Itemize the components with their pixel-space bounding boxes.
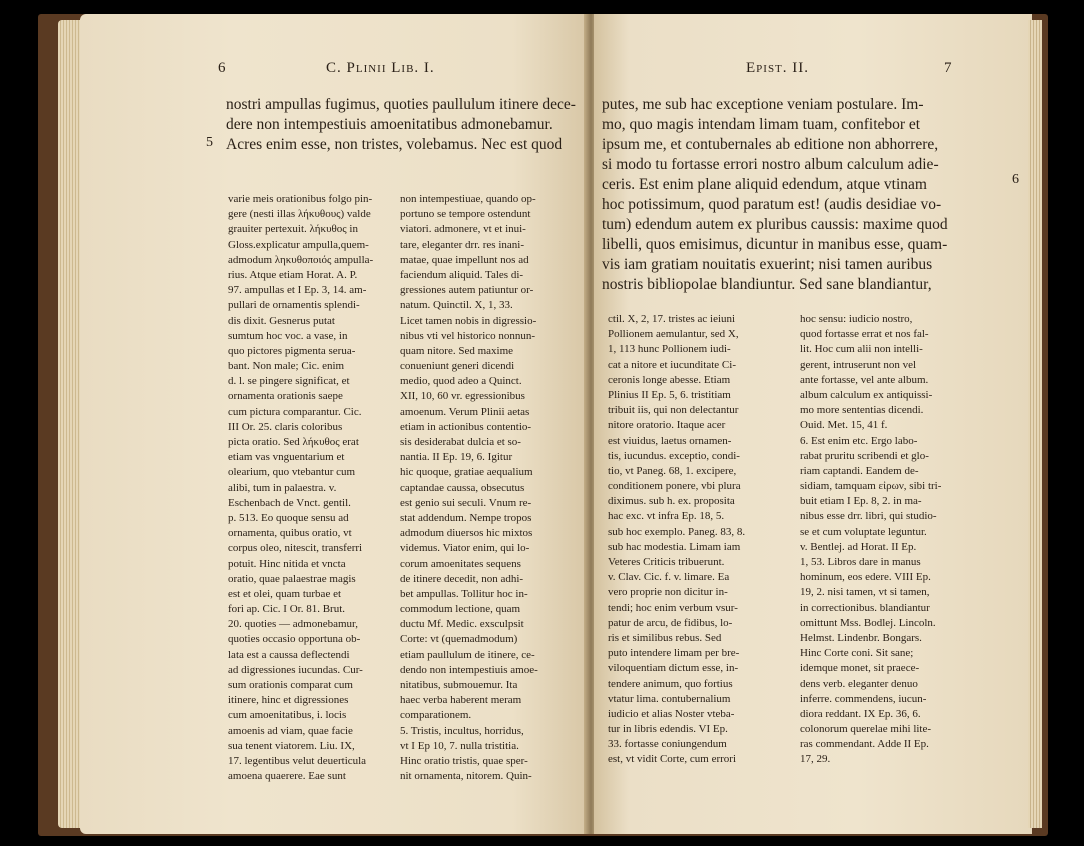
note-line: sidiam, tamquam εἰρων, sibi tri- — [800, 480, 942, 493]
left-page-number: 6 — [218, 60, 227, 76]
note-line: amoenum. Verum Plinii aetas — [400, 405, 530, 418]
note-line: sumtum hoc voc. a vase, in — [228, 329, 348, 342]
note-line: tare, eleganter drr. res inani- — [400, 238, 524, 251]
note-line: sua tenent viatorem. Liu. IX, — [228, 739, 355, 752]
note-line: bant. Non male; Cic. enim — [228, 360, 345, 373]
note-line: 1, 113 hunc Pollionem iudi- — [608, 343, 731, 356]
note-line: etiam in actionibus contentio- — [400, 420, 532, 433]
main-text-line: ipsum me, et contubernales ab editione non abhorrere, — [602, 136, 939, 153]
note-line: faciendum aliquid. Tales di- — [400, 268, 524, 281]
note-line: nitatibus, submouemur. Ita — [400, 679, 518, 691]
left-notes-column-2 — [400, 192, 538, 784]
note-line: captandae caussa, obsecutus — [400, 481, 525, 494]
note-line: Corte: vt (quemadmodum) — [400, 633, 518, 646]
note-line: lit. Hoc cum alii non intelli- — [800, 343, 923, 356]
note-line: ceronis longe abesse. Etiam — [608, 373, 731, 386]
note-line: ductu Mf. Medic. exsculpsit — [400, 618, 524, 631]
note-line: itinere, hinc et digressiones — [228, 694, 349, 707]
note-line: 5. Tristis, incultus, horridus, — [400, 724, 524, 737]
note-line: iudicio et alias Noster vteba- — [608, 707, 735, 720]
right-page — [594, 14, 1032, 834]
right-main-text — [602, 95, 948, 295]
note-line: etiam paullulum de itinere, ce- — [400, 648, 535, 661]
note-line: quod fortasse errat et nos fal- — [800, 328, 929, 341]
note-line: sis desiderabat dulcia et so- — [400, 436, 521, 448]
note-line: comparationem. — [400, 709, 472, 722]
note-line: diora reddant. IX Ep. 36, 6. — [800, 707, 921, 720]
note-line: picta oratio. Sed λήκυθος erat — [228, 436, 359, 448]
note-line: tur in libris edendis. VI Ep. — [608, 723, 728, 736]
note-line: 20. quoties — admonebamur, — [228, 618, 359, 631]
note-line: cum amoenitatibus, i. locis — [228, 709, 347, 722]
note-line: quam nitore. Sed maxime — [400, 344, 514, 357]
note-line: mo more sententias dicendi. — [800, 404, 924, 417]
note-line: conueniunt generi dicendi — [400, 360, 515, 373]
note-line: v. Bentlej. ad Horat. II Ep. — [800, 540, 917, 553]
note-line: vtatur lima. contubernalium — [608, 692, 731, 705]
note-line: tribuit iis, qui non delectantur — [608, 404, 739, 417]
note-line: haec verba haberent meram — [400, 694, 522, 707]
note-line: olearium, quo vtebantur cum — [228, 466, 356, 479]
note-line: ctil. X, 2, 17. tristes ac ieiuni — [608, 313, 736, 325]
note-line: riam captandi. Eandem de- — [800, 464, 919, 477]
note-line: cum pictura comparantur. Cic. — [228, 405, 362, 418]
note-line: admodum ληκυθοποιός ampulla- — [228, 253, 374, 266]
note-line: dendo non intempestiuis amoe- — [400, 663, 538, 676]
note-line: viatori. admonere, vt et inui- — [400, 223, 526, 236]
note-line: vt I Ep 10, 7. nulla tristitia. — [400, 739, 519, 752]
note-line: videmus. Viator enim, qui lo- — [400, 542, 530, 555]
note-line: dis dixit. Gesnerus putat — [228, 314, 335, 327]
note-line: gere (nesti illas λήκυθους) valde — [228, 208, 371, 221]
note-line: ad digressiones iucundas. Cur- — [228, 663, 363, 676]
right-running-head: Epist. II. — [746, 60, 810, 76]
note-line: 19, 2. nisi tamen, vt si tamen, — [800, 586, 930, 599]
note-line: Hinc oratio tristis, quae sper- — [400, 754, 528, 767]
note-line: dens verb. eleganter denuo — [800, 677, 918, 690]
note-line: nantia. II Ep. 19, 6. Igitur — [400, 451, 513, 464]
note-line: amoena quaerere. Eae sunt — [228, 770, 346, 783]
note-line: natum. Quinctil. X, 1, 33. — [400, 299, 513, 312]
note-line: matae, quae impellunt nos ad — [400, 253, 529, 266]
note-line: conditionem ponere, vbi plura — [608, 480, 741, 493]
note-line: nit ornamenta, nitorem. Quin- — [400, 770, 532, 783]
note-line: rius. Atque etiam Horat. A. P. — [228, 268, 358, 281]
right-notes-column-1 — [608, 312, 745, 768]
note-line: corpus oleo, nitescit, transferri — [228, 542, 363, 555]
note-line: varie meis orationibus folgo pin- — [228, 193, 373, 205]
note-line: gerent, intruserunt non vel — [800, 358, 917, 371]
note-line: 33. fortasse coniungendum — [608, 738, 727, 751]
note-line: p. 513. Eo quoque sensu ad — [228, 511, 349, 524]
note-line: III Or. 25. claris coloribus — [228, 420, 343, 433]
note-line: hic quoque, gratiae aequalium — [400, 466, 533, 479]
note-line: puto intendere limam per bre- — [608, 647, 740, 660]
note-line: sub hoc exemplo. Paneg. 83, 8. — [608, 525, 746, 538]
note-line: etiam vas vnguentarium et — [228, 451, 345, 464]
main-text-line: tum) edendum autem ex pluribus caussis: maxime quod — [602, 216, 948, 233]
note-line: nibus esse drr. libri, qui studio- — [800, 510, 937, 523]
main-text-line: nostri ampullas fugimus, quoties paullulum itinere dece- — [226, 96, 576, 113]
note-line: idemque monet, sit praece- — [800, 662, 920, 675]
main-text-line: putes, me sub hac exceptione veniam postulare. Im- — [602, 96, 924, 113]
note-line: omittunt Mss. Bodlej. Lincoln. — [800, 616, 936, 629]
note-line: de itinere decedit, non adhi- — [400, 572, 524, 585]
left-running-head: C. Plinii Lib. I. — [326, 60, 435, 76]
note-line: viloquentiam dictum esse, in- — [608, 662, 739, 675]
note-line: nitore oratorio. Itaque acer — [608, 419, 726, 432]
note-line: ris et similibus rebus. Sed — [608, 631, 722, 644]
note-line: portuno se tempore ostendunt — [400, 208, 531, 221]
note-line: 1, 53. Libros dare in manus — [800, 556, 921, 568]
note-line: cat a nitore et iucunditate Ci- — [608, 358, 736, 371]
note-line: 17, 29. — [800, 753, 831, 766]
note-line: Eschenbach de Vnct. gentil. — [228, 496, 351, 509]
main-text-line: Acres enim esse, non tristes, volebamus. Nec est quod — [226, 136, 563, 153]
note-line: in correctionibus. blandiantur — [800, 601, 930, 614]
note-line: Pollionem aemulantur, sed X, — [608, 328, 739, 341]
note-line: tendi; hoc enim verbum vsur- — [608, 601, 738, 614]
left-notes-column-1 — [228, 192, 373, 784]
note-line: ras commendant. Adde II Ep. — [800, 738, 929, 751]
open-book — [38, 14, 1048, 836]
note-line: quo pictores pigmenta serua- — [228, 344, 356, 357]
note-line: Plinius II Ep. 5, 6. tristitiam — [608, 388, 731, 401]
left-margin-line-number: 5 — [206, 135, 213, 150]
main-text-line: hoc potissimum, quod paratum est! (audis desidiae vo- — [602, 196, 942, 213]
note-line: Veteres Criticis tribuerunt. — [608, 556, 725, 568]
note-line: tio, vt Paneg. 68, 1. excipere, — [608, 464, 737, 477]
note-line: Hinc Corte coni. Sit sane; — [800, 647, 914, 660]
main-text-line: ceris. Est enim plane aliquid edendum, atque vtinam — [602, 176, 927, 193]
main-text-line: dere non intempestiuis amoenitatibus admonebamur. — [226, 116, 553, 133]
note-line: 6. Est enim etc. Ergo labo- — [800, 434, 918, 447]
note-line: 17. legentibus velut deuerticula — [228, 754, 367, 767]
note-line: est viuidus, laetus ornamen- — [608, 434, 732, 447]
note-line: se et cum voluptate leguntur. — [800, 525, 927, 538]
right-notes-column-2 — [800, 312, 941, 768]
note-line: sub hac modestia. Limam iam — [608, 540, 741, 553]
note-line: Gloss.explicatur ampulla,quem- — [228, 238, 369, 251]
right-page-number: 7 — [944, 60, 953, 76]
note-line: album calculum ex antiquissi- — [800, 388, 933, 401]
note-line: bet ampullas. Tollitur hoc in- — [400, 587, 528, 600]
note-line: colonorum querelae mihi lite- — [800, 723, 932, 736]
note-line: hac exc. vt infra Ep. 18, 5. — [608, 510, 725, 523]
right-margin-line-number: 6 — [1012, 172, 1019, 187]
note-line: 97. ampullas et I Ep. 3, 14. am- — [228, 284, 367, 297]
note-line: ante fortasse, vel ante album. — [800, 373, 929, 386]
note-line: v. Clav. Cic. f. v. limare. Ea — [608, 571, 730, 584]
note-line: tendere animum, quo fortius — [608, 677, 733, 690]
note-line: hoc sensu: iudicio nostro, — [800, 313, 913, 325]
note-line: quoties occasio opportuna ob- — [228, 633, 361, 646]
main-text-line: nostris bibliopolae blandiuntur. Sed sane blandiantur, — [602, 276, 932, 293]
note-line: fori ap. Cic. I Or. 81. Brut. — [228, 603, 346, 616]
note-line: patur de arcu, de fidibus, lo- — [608, 616, 733, 629]
note-line: oratio, quae palaestrae magis — [228, 572, 356, 585]
note-line: diximus. sub h. ex. proposita — [608, 495, 735, 508]
note-line: admodum diuersos hic mixtos — [400, 527, 533, 540]
note-line: est genio sui seculi. Vnum re- — [400, 496, 532, 509]
main-text-line: vis iam gratiam nouitatis exuerint; nisi tamen auribus — [602, 256, 933, 273]
note-line: gressiones autem patiuntur or- — [400, 284, 534, 297]
note-line: Licet tamen nobis in digressio- — [400, 314, 537, 327]
note-line: stat addendum. Nempe tropos — [400, 511, 532, 524]
note-line: hominum, eos edere. VIII Ep. — [800, 571, 931, 584]
left-page — [80, 14, 588, 834]
note-line: ornamenta, quibus oratio, vt — [228, 527, 352, 540]
note-line: nibus vti vel historico nonnun- — [400, 329, 536, 342]
note-line: potuit. Hinc nitida et vncta — [228, 557, 346, 570]
note-line: alibi, tum in palaestra. v. — [228, 481, 337, 494]
note-line: non intempestiuae, quando op- — [400, 193, 536, 205]
note-line: vero proprie non dicitur in- — [608, 586, 728, 599]
note-line: buit etiam I Ep. 8, 2. in ma- — [800, 495, 922, 508]
left-main-text — [226, 95, 576, 155]
note-line: pullari de ornamentis splendi- — [228, 299, 360, 312]
note-line: d. l. se pingere significat, et — [228, 375, 350, 388]
note-line: est, vt vidit Corte, cum errori — [608, 753, 736, 766]
note-line: tis, iucundus. exceptio, condi- — [608, 449, 740, 462]
note-line: amoenis ad viam, quae facie — [228, 724, 353, 737]
note-line: ornamenta orationis saepe — [228, 390, 343, 403]
note-line: est et olei, quam turbae et — [228, 587, 342, 600]
note-line: Ouid. Met. 15, 41 f. — [800, 419, 888, 432]
note-line: grauiter pertexuit. λήκυθος in — [228, 223, 358, 236]
note-line: Helmst. Lindenbr. Bongars. — [800, 631, 922, 644]
note-line: medio, quod adeo a Quinct. — [400, 375, 522, 388]
main-text-line: si modo tu fortasse errori nostro album calculum adie- — [602, 156, 939, 173]
note-line: inferre. commendens, iucun- — [800, 692, 927, 705]
note-line: lata est a caussa deflectendi — [228, 648, 350, 661]
note-line: XII, 10, 60 vr. egressionibus — [400, 390, 525, 403]
main-text-line: mo, quo magis intendam limam tuam, confitebor et — [602, 116, 921, 133]
page-edges-right — [1028, 20, 1042, 828]
note-line: sum orationis comparat cum — [228, 679, 353, 691]
note-line: commodum lectione, quam — [400, 603, 521, 616]
note-line: rabat pruritu scribendi et glo- — [800, 449, 929, 462]
note-line: corum amoenitates sequens — [400, 557, 521, 570]
main-text-line: libelli, quos emisimus, dicuntur in manibus esse, quam- — [602, 236, 948, 253]
